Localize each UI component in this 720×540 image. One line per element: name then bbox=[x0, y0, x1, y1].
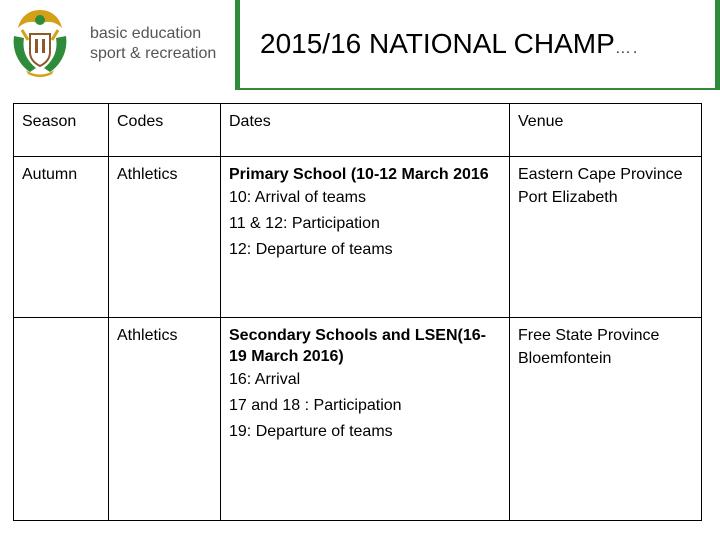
dates-cell bbox=[221, 318, 510, 521]
title-panel bbox=[240, 0, 715, 88]
slide-header bbox=[0, 0, 720, 95]
table-header-row bbox=[14, 104, 702, 157]
schedule-table bbox=[13, 103, 702, 521]
title-ellipsis: …. bbox=[614, 40, 640, 57]
venue-cell bbox=[510, 318, 702, 521]
venue-city: Bloemfontein bbox=[518, 350, 612, 367]
logo-area bbox=[0, 0, 235, 95]
header-codes: Codes bbox=[109, 104, 221, 157]
season-cell bbox=[14, 318, 109, 521]
brand-line-1: basic education bbox=[90, 25, 202, 42]
slide-title bbox=[260, 28, 639, 60]
dates-line: 16: Arrival bbox=[229, 371, 301, 388]
season-cell: Autumn bbox=[14, 157, 109, 318]
coat-of-arms-icon bbox=[6, 6, 74, 78]
codes-cell: Athletics bbox=[109, 157, 221, 318]
venue-cell bbox=[510, 157, 702, 318]
slide-title-text: 2015/16 NATIONAL CHAMP bbox=[260, 28, 615, 59]
venue-province: Eastern Cape Province bbox=[518, 166, 683, 183]
dates-line: 12: Departure of teams bbox=[229, 241, 393, 258]
dates-line: 10: Arrival of teams bbox=[229, 189, 366, 206]
dates-title: Primary School (10-12 March 2016 bbox=[229, 166, 489, 183]
venue-city: Port Elizabeth bbox=[518, 189, 618, 206]
dates-line: 17 and 18 : Participation bbox=[229, 397, 402, 414]
header-season: Season bbox=[14, 104, 109, 157]
header-dates: Dates bbox=[221, 104, 510, 157]
brand-line-2: sport & recreation bbox=[90, 45, 217, 62]
brand-text bbox=[90, 24, 216, 64]
dates-cell bbox=[221, 157, 510, 318]
table-row bbox=[14, 157, 702, 318]
venue-province: Free State Province bbox=[518, 327, 660, 344]
table-row bbox=[14, 318, 702, 521]
dates-title: Secondary Schools and LSEN(16-19 March 2016) bbox=[229, 327, 486, 365]
header-venue: Venue bbox=[510, 104, 702, 157]
codes-cell: Athletics bbox=[109, 318, 221, 521]
title-band bbox=[235, 0, 720, 90]
dates-line: 11 & 12: Participation bbox=[229, 215, 380, 232]
dates-line: 19: Departure of teams bbox=[229, 423, 393, 440]
